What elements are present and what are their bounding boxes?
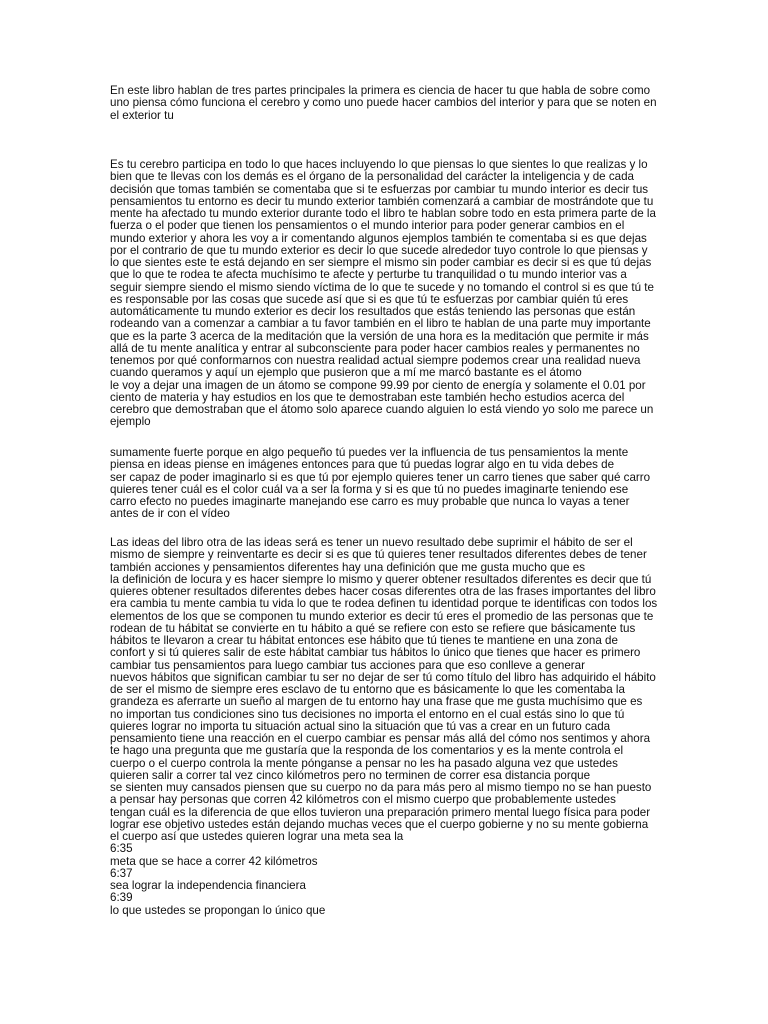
paragraph-intro: En este libro hablan de tres partes principales la primera es ciencia de hacer tu que habla de sobre como uno piensa cómo funciona el cerebro y como uno puede hacer cambios del interior y para que se noten en el exterior tu	[110, 84, 657, 122]
paragraph-ideas: Las ideas del libro otra de las ideas será es tener un nuevo resultado debe suprimir el hábito de ser el mismo de siempre y reinventarte es decir si es que tú quieres tener resultados diferentes debes de tener también acciones y pensamientos diferentes hay una definición que me gusta mucho que es la definición de locura y es hacer siempre lo mismo y querer obtener resultados diferentes es decir que tú quieres obtener resultados diferentes debes hacer cosas diferentes otra de las frases importantes del libro era cambia tu mente cambia tu vida lo que te rodea definen tu identidad porque te identificas con todos los elementos de los que se componen tu mundo exterior es decir tú eres el promedio de las personas que te rodean de tu hábitat se convierte en tu hábito a qué se refiere con esto se refiere que básicamente tus hábitos te llevaron a crear tu hábitat entonces ese hábito que tú tienes te mantiene en una zona de confort y si tú quieres salir de este hábitat cambiar tus hábitos lo único que tienes que hacer es primero cambiar tus pensamientos para luego cambiar tus acciones para que eso conlleve a generar nuevos hábitos que significan cambiar tu ser no dejar de ser tú como título del libro has adquirido el hábito de ser el mismo de siempre eres esclavo de tu entorno que es básicamente lo que les comentaba la grandeza es aferrarte un sueño al margen de tu entorno hay una frase que me gusta muchísimo que es no importan tus condiciones sino tus decisiones no importa el entorno en el cual estás sino lo que tú quieres lograr no importa tu situación actual sino la situación que tú vas a crear en un futuro cada pensamiento tiene una reacción en el cuerpo cambiar es pensar más allá del cómo nos sentimos y ahora te hago una pregunta que me gustaría que la responda de los comentarios y es la mente controla el cuerpo o el cuerpo controla la mente pónganse a pensar no les ha pasado alguna vez que ustedes quieren salir a correr tal vez cinco kilómetros pero no terminen de correr esa distancia porque se sienten muy cansados piensen que su cuerpo no da para más pero al mismo tiempo no se han puesto a pensar hay personas que corren 42 kilómetros con el mismo cuerpo que probablemente ustedes tengan cuál es la diferencia de que ellos tuvieron una preparación primero mental luego física para poder lograr ese objetivo ustedes están dejando muchas veces que el cuerpo gobierne y no su mente gobierna el cuerpo así que ustedes quieren lograr una meta sea la 6:35 meta que se hace a correr 42 kilómetros 6:37 sea lograr la independencia financiera 6:39 lo que ustedes se propongan lo único que	[110, 536, 658, 917]
paragraph-imagination: sumamente fuerte porque en algo pequeño tú puedes ver la influencia de tus pensamientos la mente piensa en ideas piense en imágenes entonces para que tú puedas lograr algo en tu vida debes de ser capaz de poder imaginarlo si es que tú por ejemplo quieres tener un carro tienes que saber qué carro quieres tener cuál es el color cuál va a ser la forma y si es que tú no puedes imaginarte teniendo ese carro efecto no puedes imaginarte manejando ese carro es muy probable que nunca lo vayas a tener antes de ir con el vídeo	[110, 446, 651, 521]
paragraph-brain: Es tu cerebro participa en todo lo que haces incluyendo lo que piensas lo que sientes lo que realizas y lo bien que te llevas con los demás es el órgano de la personalidad del carácter la inteligencia y de cada decisión que tomas también se comentaba que si te esfuerzas por cambiar tu mundo interior es decir tus pensamientos tu entorno es decir tu mundo exterior también comenzará a cambiar de mostrándote que tu mente ha afectado tu mundo exterior durante todo el libro te hablan sobre todo en esta primera parte de la fuerza o el poder que tienen los pensamientos o el mundo interior para poder generar cambios en el mundo exterior y ahora les voy a ir comentando algunos ejemplos también te comentaba si es que dejas por el contrario de que tu mundo exterior es decir lo que sucede alrededor tuyo controle lo que piensas y lo que sientes este te está dejando en ser siempre el mismo sin poder cambiar es decir si es que tú dejas que lo que te rodea te afecta muchísimo te afecte y perturbe tu tranquilidad o tu mundo interior vas a seguir siempre siendo el mismo siendo víctima de lo que te sucede y no tomando el control si es que tú te es responsable por las cosas que sucede así que si es que tú te esfuerzas por cambiar quién tú eres automáticamente tu mundo exterior es decir los resultados que estás teniendo las personas que están rodeando van a comenzar a cambiar a tu favor también en el libro te hablan de una parte muy importante que es la parte 3 acerca de la meditación que la versión de una hora es la meditación que permite ir más allá de tu mente analítica y entrar al subconsciente para poder hacer cambios reales y permanentes no tenemos por qué conformarnos con nuestra realidad actual siempre podemos crear una realidad nueva cuando queramos y aquí un ejemplo que pusieron que a mí me marcó bastante es el átomo le voy a dejar una imagen de un átomo se compone 99.99 por ciento de energía y solamente el 0.01 por ciento de materia y hay estudios en los que te demostraban este también hecho estudios acerca del cerebro que demostraban que el átomo solo aparece cuando alguien lo está viendo yo solo me parece un ejemplo	[110, 158, 656, 429]
